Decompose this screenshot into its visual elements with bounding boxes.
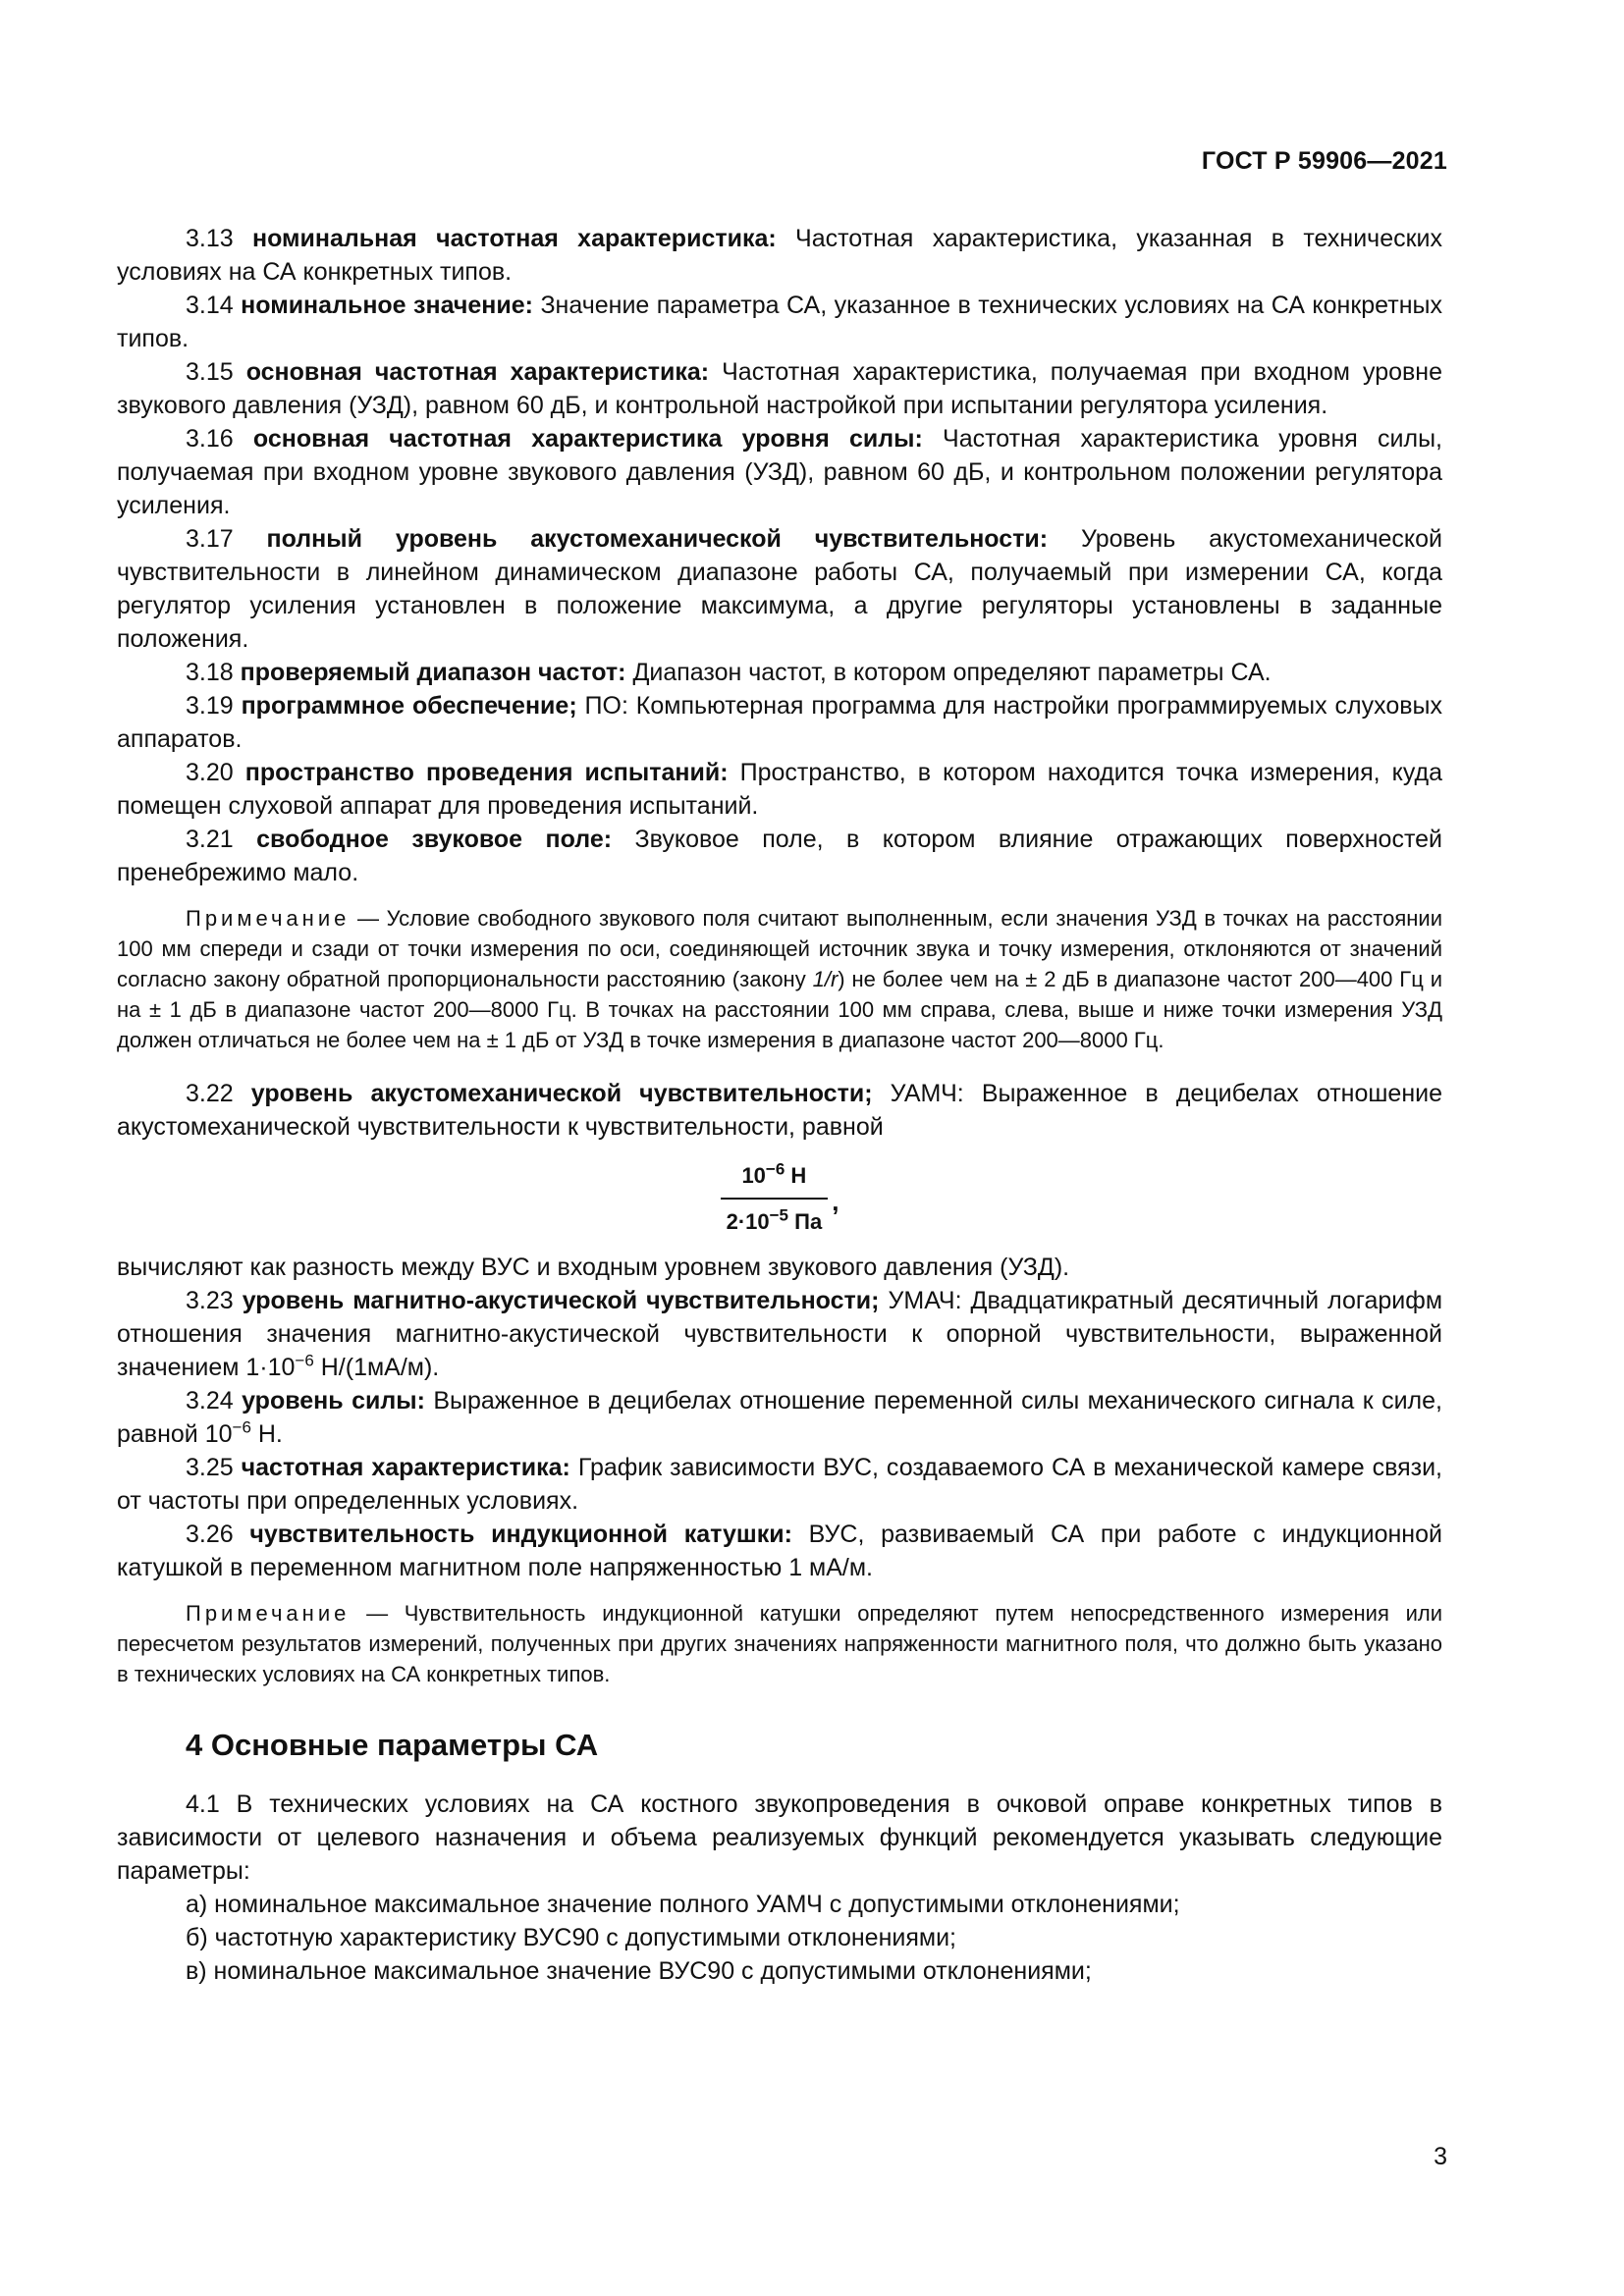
- reference-formula: $\frac{10^{-6} Н}{2\cdot 10^{-5} Па}$ ,: [117, 1159, 1442, 1239]
- term-3-13: 3.13 номинальная частотная характеристика: Частотная характеристика, указанная в технических условиях на СА конкретных типов.: [117, 225, 1442, 286]
- after-formula-text: вычисляют как разность между ВУС и входным уровнем звукового давления (УЗД).: [117, 1254, 1070, 1281]
- section-4-title: 4 Основные параметры СА: [186, 1728, 599, 1762]
- paragraph-4-1: 4.1 В технических условиях на СА костного звукопроведения в очковой оправе конкретных типов в зависимости от целевого назначения и объема реализуемых функций рекомендуется указывать следующие параметры:: [117, 1790, 1442, 1885]
- page-number: 3: [1434, 2143, 1447, 2170]
- term-3-18: 3.18 проверяемый диапазон частот: Диапазон частот, в котором определяют параметры СА.: [186, 659, 1272, 686]
- term-3-26: 3.26 чувствительность индукционной катушки: ВУС, развиваемый СА при работе с индукционной катушкой в переменном магнитном поле напряженностью 1 мА/м.: [117, 1521, 1442, 1581]
- term-3-24: 3.24 уровень силы: Выраженное в децибелах отношение переменной силы механического сигнала к силе, равной $10^{-6}$ Н.: [117, 1387, 1442, 1448]
- term-3-17: 3.17 полный уровень акустомеханической чувствительности: Уровень акустомеханической чувствительности в линейном динамическом диапазоне работы СА, получаемый при измерении СА, когда регулятор усиления установлен в положение максимума, а другие регуляторы установлены в заданные положения.: [117, 525, 1443, 653]
- note-free-field: Примечание — Условие свободного звукового поля считают выполненным, если значения УЗД в точках на расстоянии 100 мм спереди и сзади от точки измерения по оси, соединяющей источник звука и точку измерения, отклоняются от значений согласно закону обратной пропорциональности расстоянию (закону 1/r) не более чем на ± 2 дБ в диапазоне частот 200—400 Гц и на ± 1 дБ в диапазоне частот 200—8000 Гц. В точках на расстоянии 100 мм справа, слева, выше и ниже точки измерения УЗД должен отличаться не более чем на ± 1 дБ от УЗД в точке измерения в диапазоне частот 200—8000 Гц.: [117, 906, 1442, 1052]
- term-3-19: 3.19 программное обеспечение; ПО: Компьютерная программа для настройки программируемых слуховых аппаратов.: [117, 692, 1442, 753]
- list-item-b: б) частотную характеристику ВУС90 с допустимыми отклонениями;: [186, 1924, 956, 1951]
- term-3-14: 3.14 номинальное значение: Значение параметра СА, указанное в технических условиях на СА конкретных типов.: [117, 292, 1442, 352]
- term-3-21: 3.21 свободное звуковое поле: Звуковое поле, в котором влияние отражающих поверхностей пренебрежимо мало.: [117, 826, 1443, 886]
- fraction-denominator: $2\cdot 10^{-5}$ Па: [721, 1198, 829, 1239]
- term-3-15: 3.15 основная частотная характеристика: Частотная характеристика, получаемая при входном уровне звукового давления (УЗД), равном 60 дБ, и контрольной настройкой при испытании регулятора усиления.: [117, 358, 1443, 419]
- term-3-23: 3.23 уровень магнитно-акустической чувствительности; УМАЧ: Двадцатикратный десятичный логарифм отношения значения магнитно-акустической чувствительности к опорной чувствительности, выраженной значением $1\cdot 10^{-6}$ Н/(1мА/м).: [117, 1287, 1443, 1381]
- list-item-c: в) номинальное максимальное значение ВУС90 с допустимыми отклонениями;: [186, 1957, 1092, 1985]
- term-3-20: 3.20 пространство проведения испытаний: Пространство, в котором находится точка измерения, куда помещен слуховой аппарат для проведения испытаний.: [117, 759, 1442, 820]
- fraction-numerator: $10^{-6}$ Н: [741, 1159, 807, 1188]
- term-3-22: 3.22 уровень акустомеханической чувствительности; УАМЧ: Выраженное в децибелах отношение акустомеханической чувствительности к чувствительности, равной: [117, 1080, 1442, 1141]
- fraction: [721, 1159, 829, 1239]
- document-code-header: ГОСТ Р 59906—2021: [1201, 147, 1447, 175]
- list-item-a: а) номинальное максимальное значение полного УАМЧ с допустимыми отклонениями;: [186, 1891, 1180, 1918]
- note-label: Примечание: [186, 906, 351, 931]
- term-3-25: 3.25 частотная характеристика: График зависимости ВУС, создаваемого СА в механической камере связи, от частоты при определенных условиях.: [117, 1454, 1442, 1515]
- document-body: [117, 222, 1442, 1988]
- term-3-16: 3.16 основная частотная характеристика уровня силы: Частотная характеристика уровня силы, получаемая при входном уровне звукового давления (УЗД), равном 60 дБ, и контрольном положении регулятора усиления.: [117, 425, 1442, 519]
- note-induction-coil: Примечание — Чувствительность индукционной катушки определяют путем непосредственного измерения или пересчетом результатов измерений, полученных при других значениях напряженности магнитного поля, что должно быть указано в технических условиях на СА конкретных типов.: [117, 1601, 1442, 1686]
- note-label: Примечание: [186, 1601, 351, 1626]
